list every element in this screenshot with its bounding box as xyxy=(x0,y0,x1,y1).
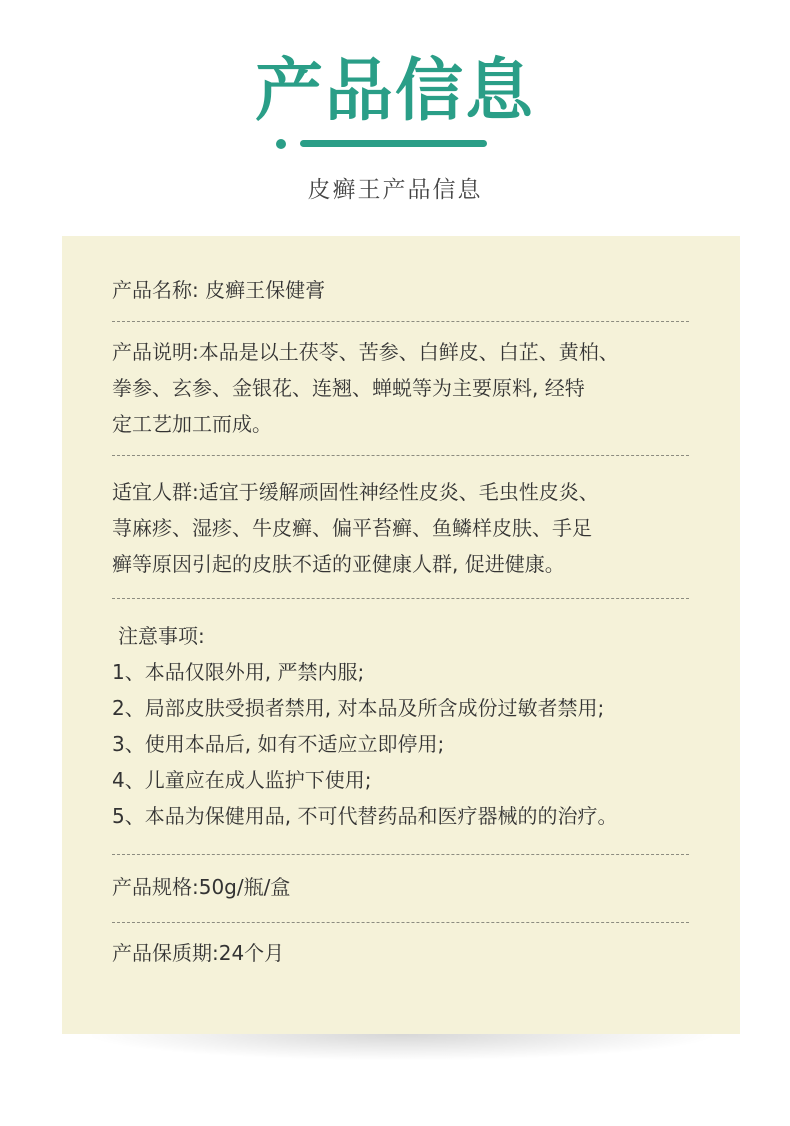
divider xyxy=(112,321,689,322)
product-description xyxy=(112,334,712,442)
audience-line: 癣等原因引起的皮肤不适的亚健康人群, 促进健康。 xyxy=(112,552,565,576)
description-line: 拳参、玄参、金银花、连翘、蝉蜕等为主要原料, 经特 xyxy=(112,376,585,400)
precautions xyxy=(112,618,712,834)
shelf-life: 产品保质期:24个月 xyxy=(112,941,285,965)
title-dot-decoration xyxy=(276,139,286,149)
divider xyxy=(112,854,689,855)
product-name: 产品名称: 皮癣王保健膏 xyxy=(112,278,326,302)
panel-shadow xyxy=(92,1034,712,1060)
page-title: 产品信息 xyxy=(254,52,535,131)
page-subtitle: 皮癣王产品信息 xyxy=(307,177,483,203)
description-line: 产品说明:本品是以土茯苓、苦参、白鲜皮、白芷、黄柏、 xyxy=(112,340,619,364)
divider xyxy=(112,922,689,923)
precautions-title: 注意事项: xyxy=(118,624,205,648)
precaution-item: 5、本品为保健用品, 不可代替药品和医疗器械的的治疗。 xyxy=(112,804,618,828)
precaution-item: 4、儿童应在成人监护下使用; xyxy=(112,768,372,792)
product-spec: 产品规格:50g/瓶/盒 xyxy=(112,875,291,899)
audience-line: 适宜人群:适宜于缓解顽固性神经性皮炎、毛虫性皮炎、 xyxy=(112,480,599,504)
divider xyxy=(112,598,689,599)
audience-line: 荨麻疹、湿疹、牛皮癣、偏平苔癣、鱼鳞样皮肤、手足 xyxy=(112,516,592,540)
target-audience xyxy=(112,474,712,582)
precaution-item: 2、局部皮肤受损者禁用, 对本品及所含成份过敏者禁用; xyxy=(112,696,605,720)
precaution-item: 3、使用本品后, 如有不适应立即停用; xyxy=(112,732,445,756)
divider xyxy=(112,455,689,456)
precaution-item: 1、本品仅限外用, 严禁内服; xyxy=(112,660,365,684)
title-underline xyxy=(300,140,487,147)
description-line: 定工艺加工而成。 xyxy=(112,412,272,436)
